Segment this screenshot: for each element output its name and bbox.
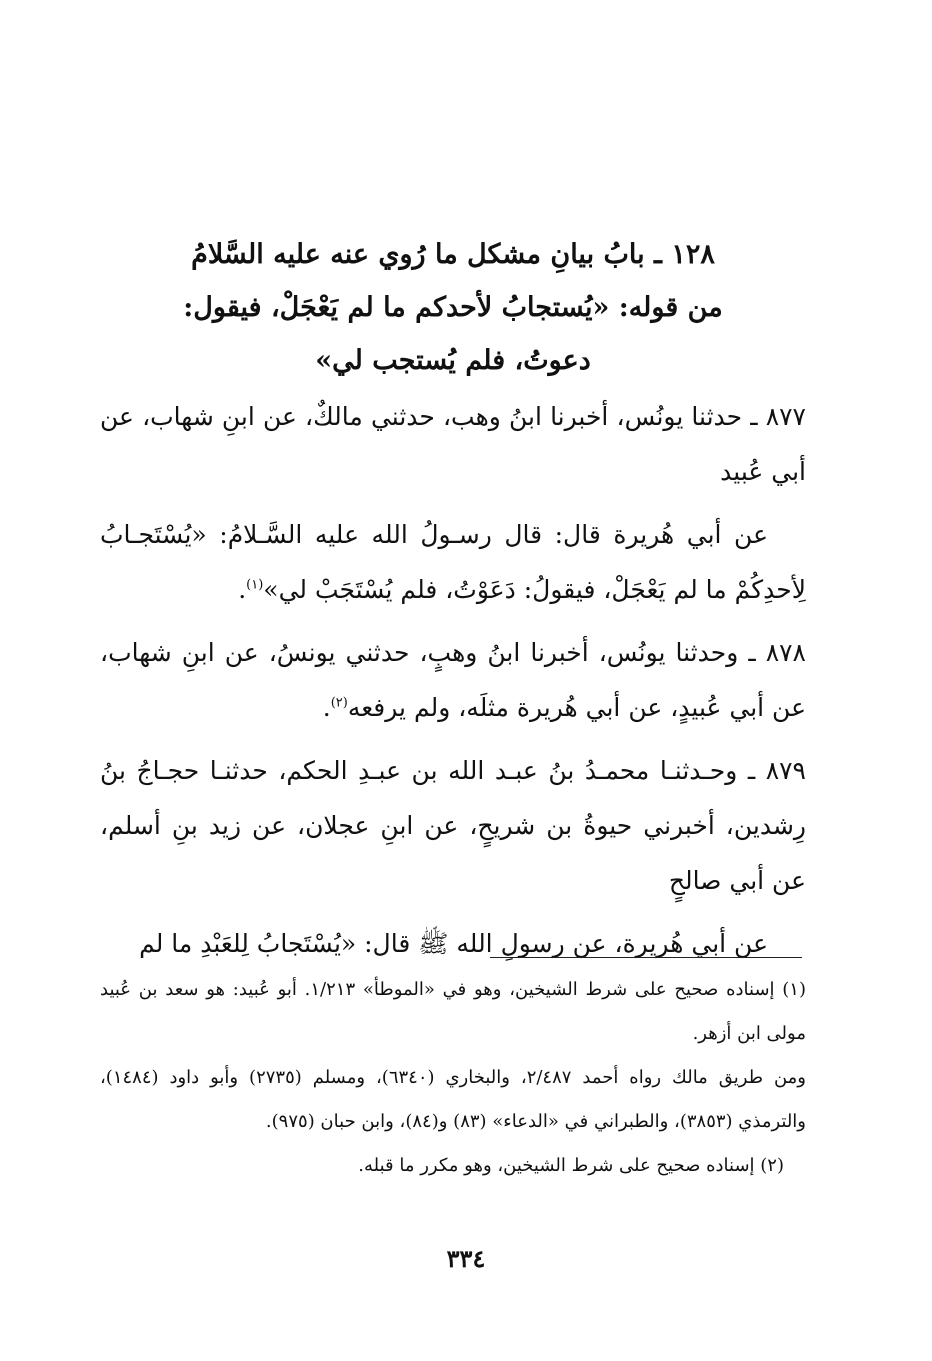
chapter-heading-line-2: من قوله: «يُستجابُ لأحدكم ما لم يَعْجَلْ، فيقول: (183, 292, 723, 323)
footnote-ref-2: (٢) (330, 695, 348, 711)
page-body (100, 228, 806, 979)
footnote-2: (٢) إسناده صحيح على شرط الشيخين، وهو مكرر ما قبله. (358, 1155, 784, 1176)
chapter-heading-line-3: دعوتُ، فلم يُستجب لي» (315, 345, 591, 376)
footnotes (100, 968, 806, 1188)
hadith-879-isnad (100, 743, 806, 908)
chapter-heading (100, 228, 806, 387)
footnote-separator (490, 957, 802, 958)
footnote-1: (١) إسناده صحيح على شرط الشيخين، وهو في «الموطأ» ١/٢١٣. أبو عُبيد: هو سعد بن عُبيد مولى ابن أزهر. (100, 979, 806, 1044)
hadith-878 (100, 625, 806, 735)
footnote-ref-1: (١) (246, 577, 264, 593)
hadith-877-isnad (100, 389, 806, 499)
page-number: ٣٣٤ (446, 1244, 486, 1273)
hadith-879-isnad-text: ٨٧٩ ـ وحـدثنـا محمـدُ بنُ عبـد الله بن عبـدِ الحكم، حدثنـا حجـاجُ بنُ رِشدين، أخبرني حيوةُ بن شريحٍ، عن ابنِ عجلان، عن زيد بنِ أسلم، عن أبي صالحٍ (100, 756, 806, 895)
hadith-877-matn-text: عن أبي هُريرة قال: قال رسـولُ الله عليه السَّـلامُ: «يُسْتَجـابُ لِأحدِكُمْ ما لم يَعْجَلْ، فيقولُ: دَعَوْتُ، فلم يُسْتَجَبْ لي» (100, 520, 806, 604)
hadith-879-matn (100, 916, 806, 971)
hadith-879-matn-text: عن أبي هُريرة، عن رسولِ الله ﷺ قال: «يُسْتَجابُ لِلعَبْدِ ما لم (139, 929, 768, 958)
hadith-878-text: ٨٧٨ ـ وحدثنا يونُس، أخبرنا ابنُ وهبٍ، حدثني يونسُ، عن ابنِ شهاب، عن أبي عُبيدٍ، عن أبي هُريرة مثلَه، ولم يرفعه (100, 638, 806, 722)
hadith-877-isnad-text: ٨٧٧ ـ حدثنا يونُس، أخبرنا ابنُ وهب، حدثني مالكٌ، عن ابنِ شهاب، عن أبي عُبيد (100, 402, 806, 486)
hadith-877-matn (100, 507, 806, 617)
chapter-heading-line-1: ١٢٨ ـ بابُ بيانِ مشكل ما رُوي عنه عليه السَّلامُ (191, 239, 715, 270)
hadith-878-end: . (322, 693, 331, 722)
hadith-877-matn-end: . (238, 575, 247, 604)
footnote-1-continued: ومن طريق مالك رواه أحمد ٢/٤٨٧، والبخاري (٦٣٤٠)، ومسلم (٢٧٣٥) وأبو داود (١٤٨٤)، والترمذي (٣٨٥٣)، والطبراني في «الدعاء» (٨٣) و(٨٤)، وابن حبان (٩٧٥). (100, 1067, 807, 1132)
